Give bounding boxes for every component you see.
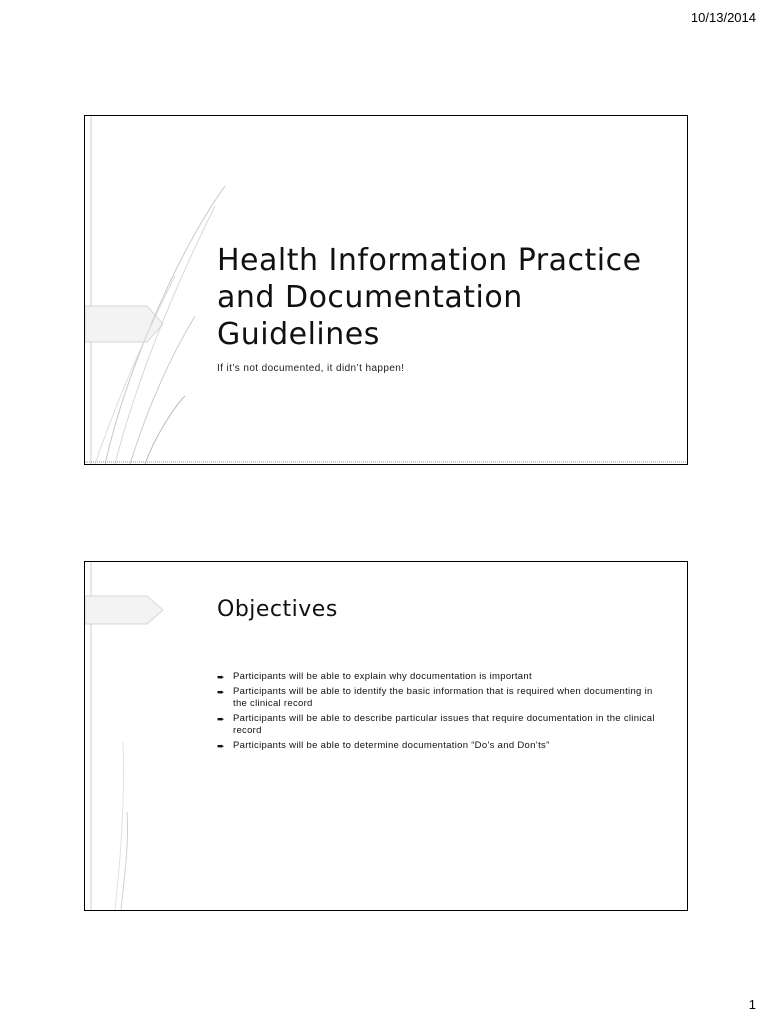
list-item — [217, 713, 657, 737]
page-number: 1 — [748, 997, 756, 1012]
list-item — [217, 671, 657, 683]
slide-title-slide — [84, 115, 688, 465]
list-item-text: Participants will be able to determine documentation “Do’s and Don’ts” — [233, 740, 550, 751]
slide-objectives — [84, 561, 688, 911]
arrow-right-icon: ➨ — [217, 714, 225, 724]
slide-title: Objectives — [217, 597, 338, 622]
arrow-right-icon: ➨ — [217, 672, 225, 682]
arrow-right-icon: ➨ — [217, 687, 225, 697]
page-date: 10/13/2014 — [690, 10, 756, 25]
list-item — [217, 740, 657, 752]
arrow-right-icon: ➨ — [217, 741, 225, 751]
list-item-text: Participants will be able to describe particular issues that require documentation in the clinical record — [233, 713, 655, 736]
list-item-text: Participants will be able to identify the basic information that is required when documenting in the clinical record — [233, 686, 653, 709]
objectives-list — [217, 671, 657, 755]
slide-subtitle: If it’s not documented, it didn’t happen! — [217, 363, 405, 374]
slide-title: Health Information Practice and Documentation Guidelines — [217, 243, 642, 352]
list-item — [217, 686, 657, 710]
list-item-text: Participants will be able to explain why documentation is important — [233, 671, 532, 682]
